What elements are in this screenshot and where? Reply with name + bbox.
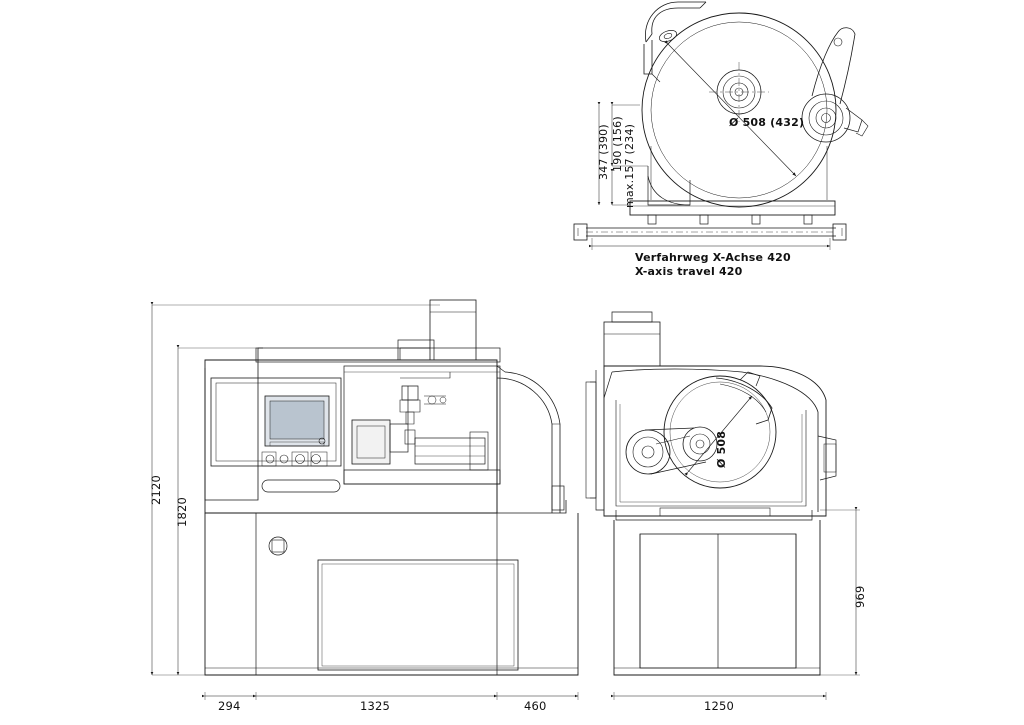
top-view-dim-190-label: 190 (156) — [611, 116, 624, 172]
side-view-dimensions — [614, 510, 860, 700]
front-view-width-1325-label: 1325 — [360, 699, 391, 713]
x-axis-travel-label-en: X-axis travel 420 — [635, 265, 743, 278]
side-view-width-1250-label: 1250 — [704, 699, 735, 713]
x-axis-travel-label-de: Verfahrweg X-Achse 420 — [635, 251, 791, 264]
top-view-dim-max157-label: max.157 (234) — [623, 123, 636, 208]
front-view-geometry — [205, 300, 578, 675]
side-view-diameter-label: Ø 508 — [715, 430, 728, 468]
top-view-diameter-label: Ø 508 (432) — [729, 116, 805, 129]
front-view-height-1820-label: 1820 — [175, 496, 189, 527]
front-view-width-294-label: 294 — [218, 699, 241, 713]
front-view-height-2120-label: 2120 — [149, 474, 163, 505]
side-view-height-969-label: 969 — [853, 585, 867, 608]
side-view-geometry — [586, 312, 836, 675]
top-view-dim-347-label: 347 (390) — [597, 124, 610, 180]
front-view-width-460-label: 460 — [524, 699, 547, 713]
